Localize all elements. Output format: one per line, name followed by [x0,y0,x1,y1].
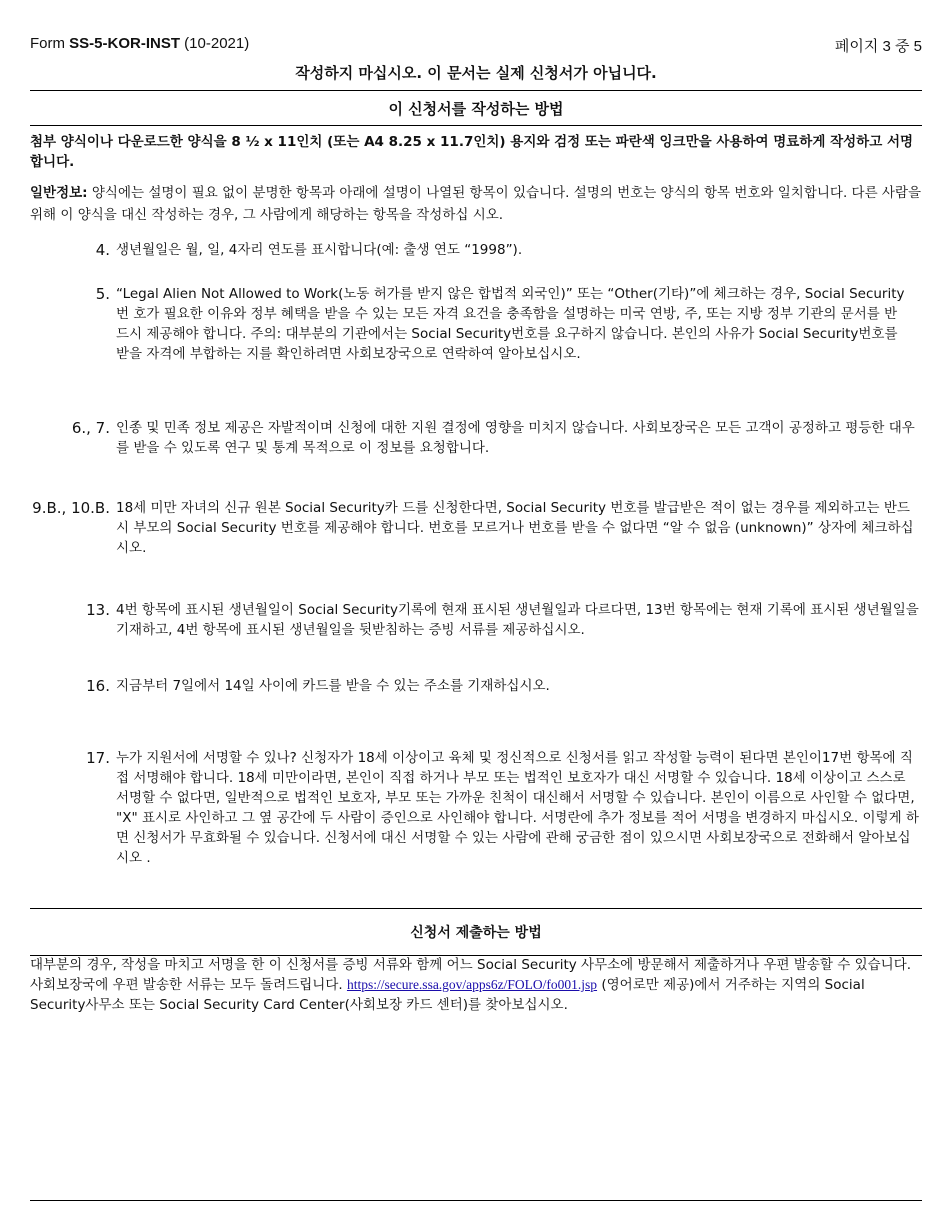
item-6-7: 6., 7. 인종 및 민족 정보 제공은 자발적이며 신청에 대한 지원 결정에 영향을 미치지 않습니다. 사회보장국은 모든 고객이 공정하고 평등한 대우를 받을 수 있도록 연구 및 통계 목적으로 이 정보를 요청합니다. [71,419,915,456]
item-5: 5. “Legal Alien Not Allowed to Work(노동 허가를 받지 않은 합법적 외국인)” 또는 “Other(기타)”에 체크하는 경우, Social Security번 호가 필요한 이유와 정부 혜택을 받을 수 있는 모든 자격 요건을 충족함을 설명하는 미국 연방, 주, 또는 지방 정부 기관의 문서를 반드시 제공해야 합니다. 주의: 대부분의 기관에서는 Social Security번호를 요구하지 않습니다. 본인의 사유가 Social Security번호를 받을 자격에 부합하는 지를 확인하려면 사회보장국으로 연락하여 알아보십시오. [95,285,905,362]
page-title: 이 신청서를 작성하는 방법 [30,91,922,126]
submit-instructions: 대부분의 경우, 작성을 마치고 서명을 한 이 신청서를 증빙 서류와 함께 어느 Social Security 사무소에 방문해서 제출하거나 우편 발송할 수 있습니다. 사회보장국에 우편 발송한 서류는 모두 돌려드립니다. https://secure.ssa.gov/apps6z/FOLO/fo001.jsp (영어로만 제공)에서 거주하는 지역의 Social Security사무소 또는 Social Security Card Center(사회보장 카드 센터)를 찾아보십시오. [30,957,912,1013]
item-16: 16. 지금부터 7일에서 14일 사이에 카드를 받을 수 있는 주소를 기재하십시오. [86,677,550,695]
item-17: 17. 누가 지원서에 서명할 수 있나? 신청자가 18세 이상이고 육체 및 정신적으로 신청서를 읽고 작성할 능력이 된다면 본인이17번 항목에 직접 서명해야 합니다. 18세 미만이라면, 본인이 직접 하거나 부모 또는 법적인 보호자가 대신 서명할 수 있습니다. 18세 이상이고 스스로 서명할 수 없다면, 일반적으로 법적인 보호자, 부모 또는 가까운 친척이 대신해서 서명할 수 있습니다. 본인이 이름으로 사인할 수 없다면, "X" 표시로 사인하고 그 옆 공간에 두 사람이 증인으로 사인해야 합니다. 서명란에 추가 정보를 적어 서명을 변경하지 마십시오. 이렇게 하면 신청서가 무효화될 수 있습니다. 신청서에 대신 서명할 수 있는 사람에 관해 궁금한 점이 있으시면 사회보장국으로 전화해서 알아보십시오 . [86,749,919,866]
page [30,32,922,226]
general-info-label: 일반정보: [30,185,88,201]
item-13: 13. 4번 항목에 표시된 생년월일이 Social Security기록에 현재 표시된 생년월일과 다르다면, 13번 항목에는 현재 기록에 표시된 생년월일을 기재하고, 4번 항목에 표시된 생년월일을 뒷받침하는 증빙 서류를 제공하십시오. [86,601,919,638]
page-bottom-rule [30,1200,922,1201]
office-locator-link[interactable]: https://secure.ssa.gov/apps6z/FOLO/fo001.jsp [346,977,598,992]
page-header [30,32,922,54]
form-id: Form SS-5-KOR-INST (10-2021) [30,35,250,52]
submit-section-title: 신청서 제출하는 방법 [410,925,542,941]
paper-instructions: 첨부 양식이나 다운로드한 양식을 8 ½ x 11인치 (또는 A4 8.25 x 11.7인치) 용지와 검정 또는 파란색 잉크만을 사용하여 명료하게 작성하고 서명합니다. [30,134,914,170]
do-not-complete-notice: 작성하지 마십시오. 이 문서는 실제 신청서가 아닙니다. [30,54,922,91]
section-divider [30,908,922,909]
item-9b-10b: 9.B., 10.B. 18세 미만 자녀의 신규 원본 Social Security카 드를 신청한다면, Social Security 번호를 발급받은 적이 없는 경우를 제외하고는 반드시 부모의 Social Security 번호를 제공해야 합니다. 번호를 모르거나 번호를 받을 수 없다면 “알 수 없음 (unknown)” 상자에 체크하십시오. [32,499,914,556]
form-code: SS-5-KOR-INST [69,35,181,52]
general-info: 일반정보: 양식에는 설명이 필요 없이 분명한 항목과 아래에 설명이 나열된 항목이 있습니다. 설명의 번호는 양식의 항목 번호와 일치합니다. 다른 사람을 위해 이 양식을 대신 작성하는 경우, 그 사람에게 해당하는 항목을 작성하십 시오. [30,185,922,223]
item-4: 4. 생년월일은 월, 일, 4자리 연도를 표시합니다(예: 출생 연도 “1998”). [95,241,523,259]
page-number: 페이지 3 중 5 [834,38,922,55]
